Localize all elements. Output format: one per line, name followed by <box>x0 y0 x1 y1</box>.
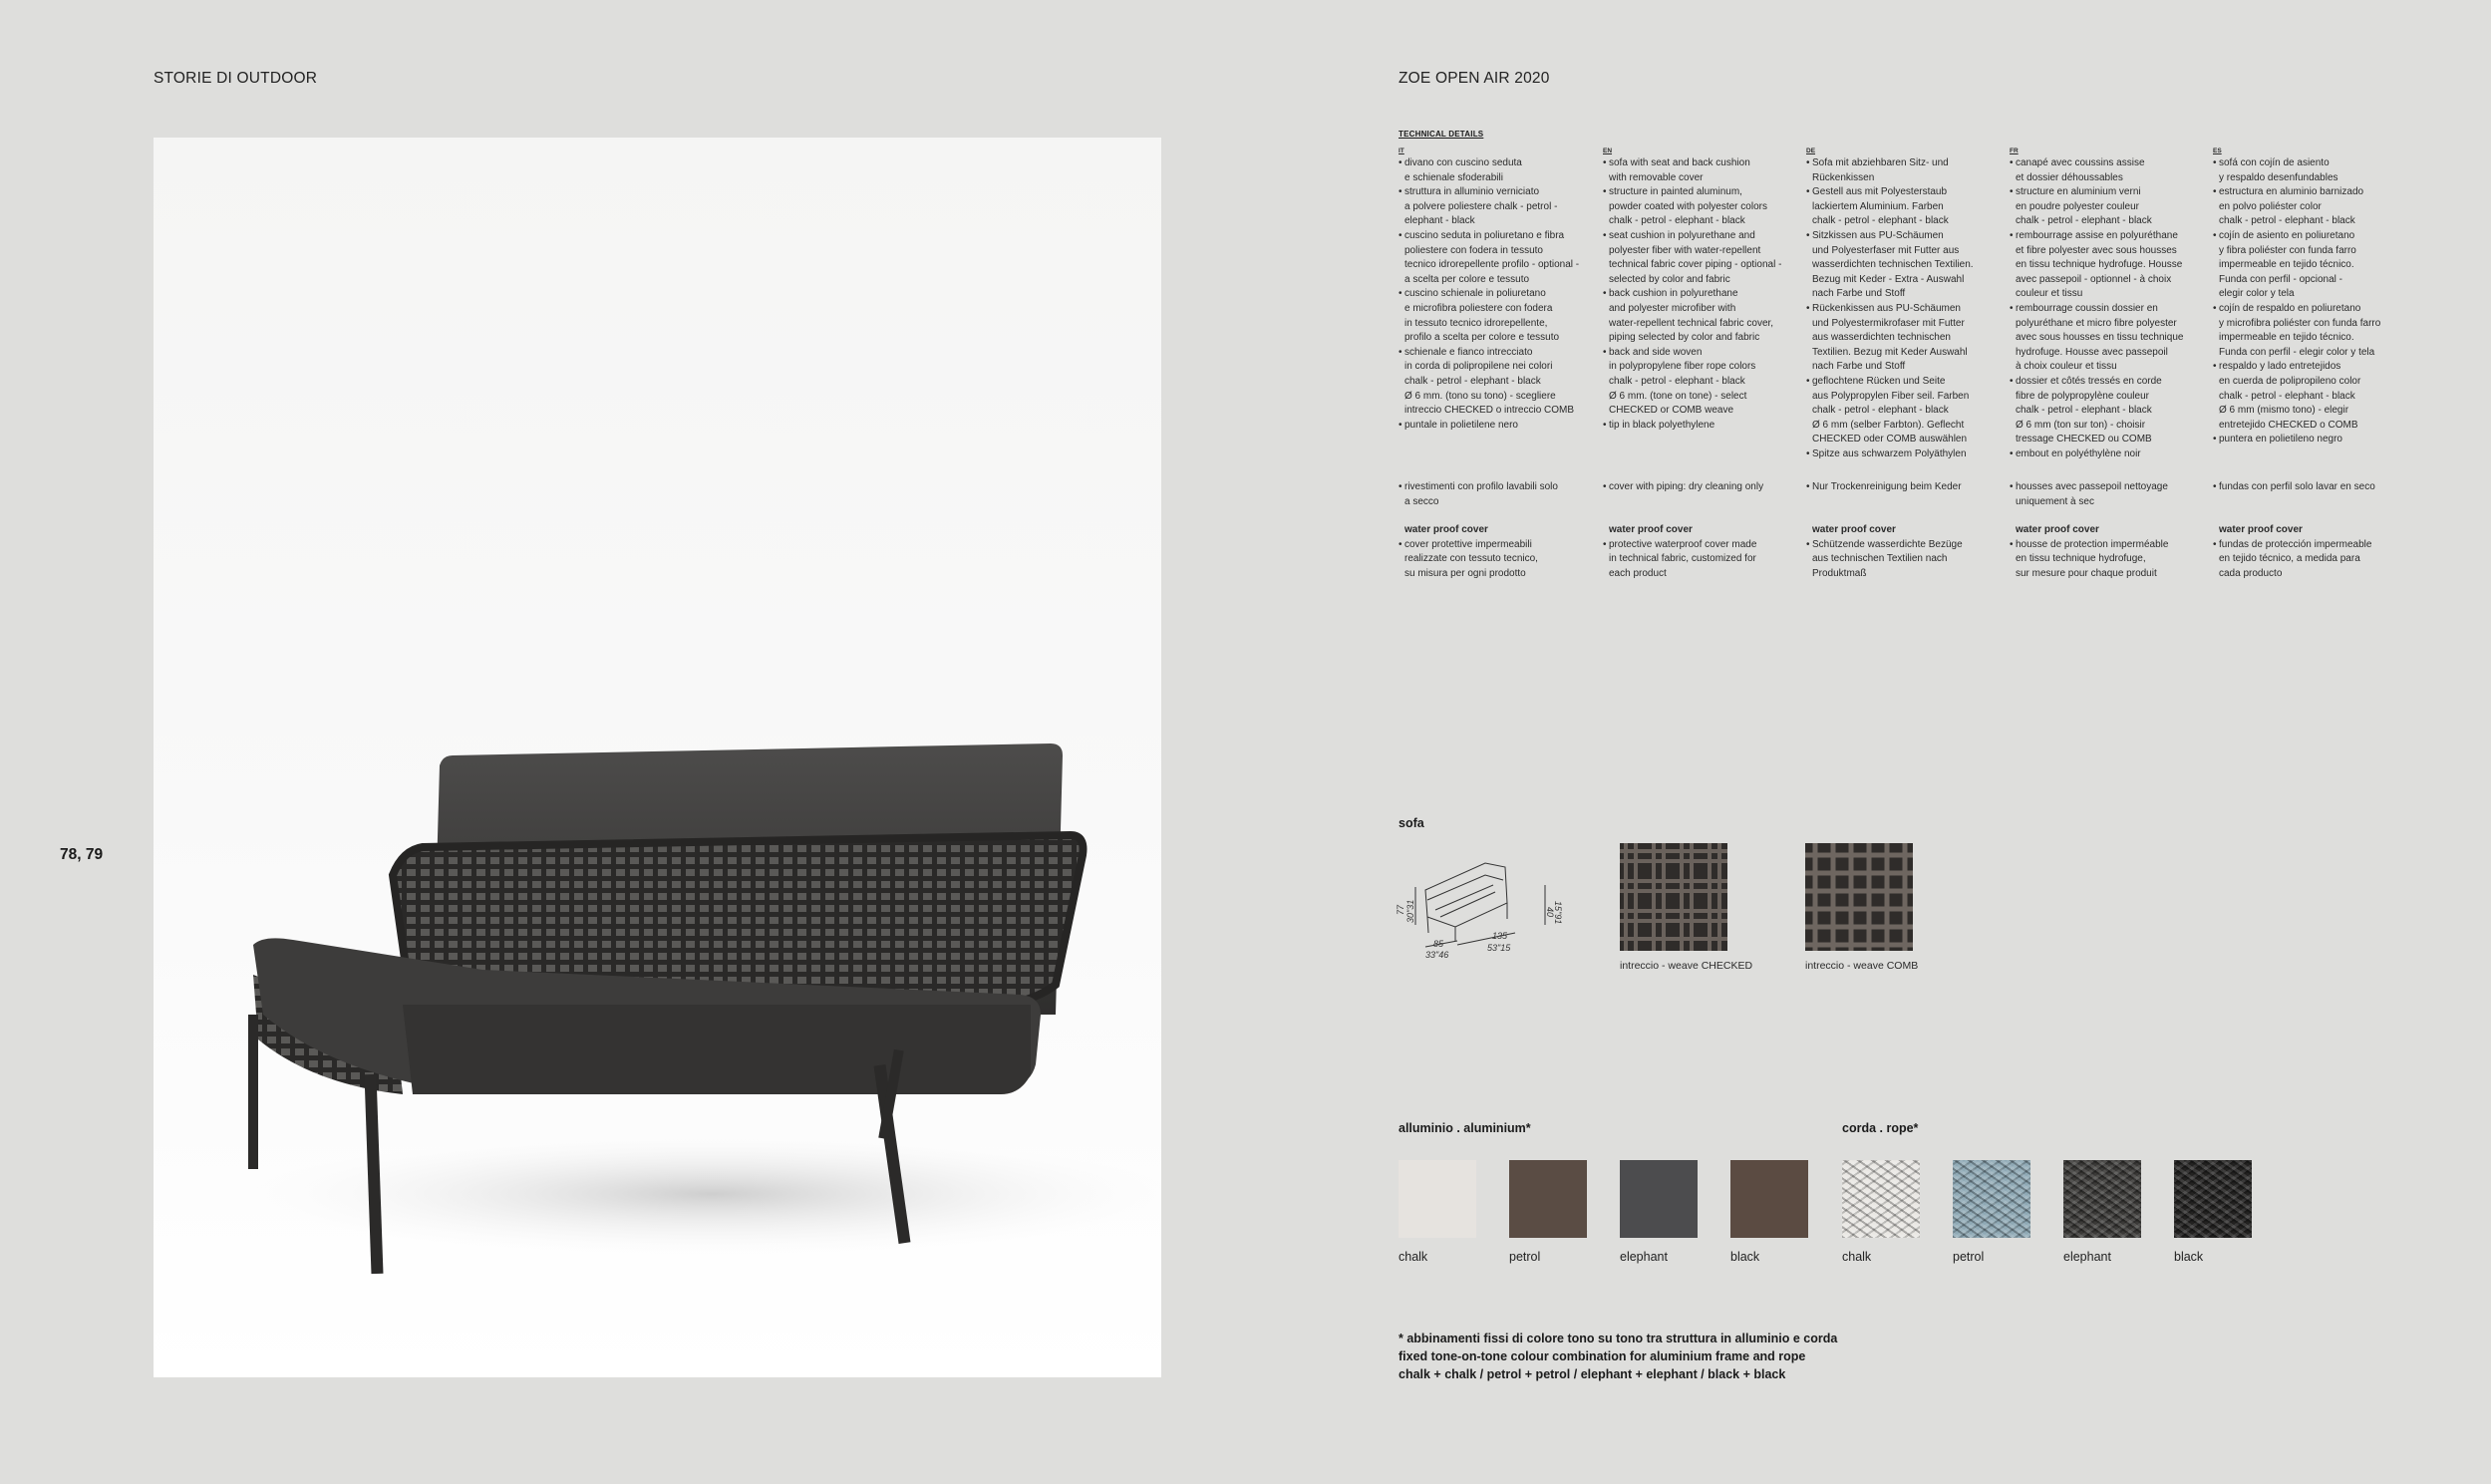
lang-label: ES <box>2213 148 2222 154</box>
tech-column-es <box>2213 147 2422 579</box>
cleaning-text: • rivestimenti con profilo lavabili solo a secco <box>1399 480 1594 509</box>
spec-item: • structure in painted aluminum, powder coated with polyester colors chalk - petrol - elephant - black <box>1603 185 1798 229</box>
technical-details-title: TECHNICAL DETAILS <box>1399 130 1484 139</box>
tech-column-fr <box>2010 147 2205 579</box>
spec-item: • divano con cuscino seduta e schienale sfoderabili <box>1399 156 1594 185</box>
spec-item: • Gestell aus mit Polyesterstaub lackiertem Aluminium. Farben chalk - petrol - elephant - black <box>1806 185 2002 229</box>
spec-item: • cojín de asiento en poliuretano y fibra poliéster con funda farro impermeable en tejido técnico. Funda con perfil - opcional - elegir color y tela <box>2213 229 2422 302</box>
waterproof-text: • fundas de protección impermeable en tejido técnico, a medida para cada producto <box>2213 538 2422 582</box>
waterproof-text: • protective waterproof cover made in technical fabric, customized for each product <box>1603 538 1798 582</box>
lang-label: EN <box>1603 148 1613 154</box>
swatch-label: chalk <box>1399 1250 1428 1264</box>
cleaning-note <box>1399 480 1594 509</box>
dim-height-inch: 30"31 <box>1405 899 1415 923</box>
sofa-line-drawing <box>1396 855 1563 965</box>
cleaning-note <box>2010 480 2205 509</box>
swatch-label: black <box>2174 1250 2204 1264</box>
dim-width: 135 <box>1492 931 1508 941</box>
swatch-aluminium-black <box>1730 1160 1808 1238</box>
spec-item: • seat cushion in polyurethane and polyester fiber with water-repellent technical fabric cover piping - optional - selected by color and fabric <box>1603 229 1798 287</box>
waterproof-block <box>1806 523 2002 581</box>
spec-item: • Rückenkissen aus PU-Schäumen und Polyestermikrofaser mit Futter aus wasserdichten technischen Textilien. Bezug mit Keder Auswahl nach Farbe und Stoff <box>1806 302 2002 375</box>
spec-item: • back and side woven in polypropylene fiber rope colors chalk - petrol - elephant - black Ø 6 mm. (tone on tone) - select CHECKED or COMB weave <box>1603 346 1798 419</box>
weave-checked-caption: intreccio - weave CHECKED <box>1620 960 1753 972</box>
spec-item: • respaldo y lado entretejidos en cuerda de polipropileno color chalk - petrol - elephant - black Ø 6 mm (mismo tono) - elegir entretejido CHECKED o COMB <box>2213 360 2422 433</box>
spec-item: • struttura in alluminio verniciato a polvere poliestere chalk - petrol - elephant - black <box>1399 185 1594 229</box>
cleaning-note <box>1806 480 2002 495</box>
spec-item: • Spitze aus schwarzem Polyäthylen <box>1806 447 2002 462</box>
waterproof-title: water proof cover <box>2016 524 2099 535</box>
swatch-rope-black <box>2174 1160 2252 1238</box>
spec-item: • geflochtene Rücken und Seite aus Polypropylen Fiber seil. Farben chalk - petrol - elephant - black Ø 6 mm (selber Farbton). Geflecht CHECKED oder COMB auswählen <box>1806 375 2002 447</box>
weave-checked-sample <box>1620 843 1727 951</box>
spec-item: • Sofa mit abziehbaren Sitz- und Rückenkissen <box>1806 156 2002 185</box>
spec-item: • dossier et côtés tressés en corde fibre de polypropylène couleur chalk - petrol - elephant - black Ø 6 mm (ton sur ton) - choisir tressage CHECKED ou COMB <box>2010 375 2205 447</box>
header-left: STORIE DI OUTDOOR <box>154 70 318 87</box>
tech-column-de <box>1806 147 2002 579</box>
cleaning-note <box>1603 480 1798 495</box>
tech-column-en <box>1603 147 1798 579</box>
product-photo <box>154 138 1161 1377</box>
spec-item: • sofá con cojín de asiento y respaldo desenfundables <box>2213 156 2422 185</box>
spec-item: • puntale in polietilene nero <box>1399 419 1594 434</box>
spec-item: • structure en aluminium verni en poudre polyester couleur chalk - petrol - elephant - black <box>2010 185 2205 229</box>
cleaning-note <box>2213 480 2422 495</box>
lang-label: IT <box>1399 148 1404 154</box>
swatch-rope-petrol <box>1953 1160 2030 1238</box>
waterproof-title: water proof cover <box>1404 524 1488 535</box>
swatch-rope-chalk <box>1842 1160 1920 1238</box>
sofa-dimension-drawing <box>1396 855 1563 965</box>
waterproof-text: • Schützende wasserdichte Bezüge aus technischen Textilien nach Produktmaß <box>1806 538 2002 582</box>
waterproof-block <box>2010 523 2205 581</box>
footnote: * abbinamenti fissi di colore tono su tono tra struttura in alluminio e corda fixed tone-on-tone colour combination for aluminium frame and rope chalk + chalk / petrol + petrol / elephant + elephant / black + black <box>1399 1332 1838 1381</box>
weave-checked-texture <box>1620 843 1727 951</box>
swatch-label: elephant <box>1620 1250 1668 1264</box>
swatch-label: black <box>1730 1250 1760 1264</box>
spec-item: • tip in black polyethylene <box>1603 419 1798 434</box>
weave-comb-sample <box>1805 843 1913 951</box>
sofa-photo-illustration <box>154 138 1161 1377</box>
sofa-label: sofa <box>1399 816 1424 830</box>
swatch-label: elephant <box>2063 1250 2111 1264</box>
dim-depth: 85 <box>1433 939 1444 949</box>
spec-item: • cuscino schienale in poliuretano e microfibra poliestere con fodera in tessuto tecnico idrorepellente, profilo a scelta per colore e tessuto <box>1399 287 1594 345</box>
spec-list <box>2010 156 2205 461</box>
dim-depth-inch: 33"46 <box>1425 950 1449 960</box>
dim-seat: 40 <box>1545 907 1555 918</box>
waterproof-block <box>1399 523 1594 581</box>
spec-item: • puntera en polietileno negro <box>2213 433 2422 447</box>
spec-list <box>1806 156 2002 461</box>
waterproof-text: • housse de protection imperméable en tissu technique hydrofuge, sur mesure pour chaque produit <box>2010 538 2205 582</box>
weave-comb-texture <box>1805 843 1913 951</box>
waterproof-block <box>1603 523 1798 581</box>
swatch-label: chalk <box>1842 1250 1872 1264</box>
header-right: ZOE OPEN AIR 2020 <box>1399 70 1550 87</box>
cleaning-text: • housses avec passepoil nettoyage uniquement à sec <box>2010 480 2205 509</box>
spec-item: • Sitzkissen aus PU-Schäumen und Polyesterfaser mit Futter aus wasserdichten technischen Textilien. Bezug mit Keder - Extra - Auswahl nach Farbe und Stoff <box>1806 229 2002 302</box>
waterproof-text: • cover protettive impermeabili realizzate con tessuto tecnico, su misura per ogni prodotto <box>1399 538 1594 582</box>
waterproof-title: water proof cover <box>1812 524 1896 535</box>
spec-item: • cuscino seduta in poliuretano e fibra poliestere con fodera in tessuto tecnico idrorepellente profilo - optional - a scelta per colore e tessuto <box>1399 229 1594 287</box>
swatch-aluminium-chalk <box>1399 1160 1476 1238</box>
cleaning-text: • fundas con perfil solo lavar en seco <box>2213 480 2422 495</box>
cleaning-text: • cover with piping: dry cleaning only <box>1603 480 1798 495</box>
waterproof-title: water proof cover <box>1609 524 1693 535</box>
lang-label: FR <box>2010 148 2019 154</box>
spec-item: • rembourrage coussin dossier en polyuréthane et micro fibre polyester avec sous housses en tissu technique hydrofuge. Housse avec passepoil à choix couleur et tissu <box>2010 302 2205 375</box>
spec-item: • sofa with seat and back cushion with removable cover <box>1603 156 1798 185</box>
spec-item: • estructura en aluminio barnizado en polvo poliéster color chalk - petrol - elephant - black <box>2213 185 2422 229</box>
swatch-rope-elephant <box>2063 1160 2141 1238</box>
swatch-label: petrol <box>1953 1250 1985 1264</box>
dim-seat-inch: 15"91 <box>1553 901 1563 925</box>
aluminium-title: alluminio . aluminium* <box>1399 1121 1531 1135</box>
spec-item: • back cushion in polyurethane and polyester microfiber with water-repellent technical fabric cover, piping selected by color and fabric <box>1603 287 1798 345</box>
spec-list <box>1603 156 1798 433</box>
lang-label: DE <box>1806 148 1816 154</box>
swatch-label: petrol <box>1509 1250 1541 1264</box>
rope-title: corda . rope* <box>1842 1121 1919 1135</box>
cleaning-text: • Nur Trockenreinigung beim Keder <box>1806 480 2002 495</box>
swatch-aluminium-petrol <box>1509 1160 1587 1238</box>
spec-item: • rembourrage assise en polyuréthane et fibre polyester avec sous housses en tissu technique hydrofuge. Housse avec passepoil - optionnel - à choix couleur et tissu <box>2010 229 2205 302</box>
spec-item: • embout en polyéthylène noir <box>2010 447 2205 462</box>
spec-item: • schienale e fianco intrecciato in corda di polipropilene nei colori chalk - petrol - elephant - black Ø 6 mm. (tono su tono) - scegliere intreccio CHECKED o intreccio COMB <box>1399 346 1594 419</box>
dim-height: 77 <box>1396 904 1405 915</box>
page-number: 78, 79 <box>60 846 104 863</box>
spec-list <box>1399 156 1594 433</box>
waterproof-block <box>2213 523 2422 581</box>
swatch-aluminium-elephant <box>1620 1160 1698 1238</box>
spec-item: • cojín de respaldo en poliuretano y microfibra poliéster con funda farro impermeable en tejido técnico. Funda con perfil - elegir color y tela <box>2213 302 2422 360</box>
tech-column-it <box>1399 147 1594 579</box>
waterproof-title: water proof cover <box>2219 524 2303 535</box>
weave-comb-caption: intreccio - weave COMB <box>1805 960 1919 972</box>
spec-item: • canapé avec coussins assise et dossier déhoussables <box>2010 156 2205 185</box>
spec-list <box>2213 156 2422 447</box>
dim-width-inch: 53"15 <box>1487 943 1511 953</box>
